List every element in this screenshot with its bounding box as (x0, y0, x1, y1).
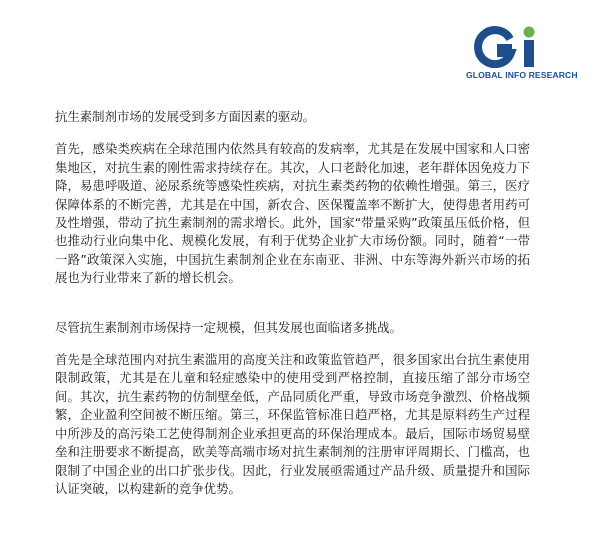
section-2-body: 首先是全球范围内对抗生素滥用的高度关注和政策监管趋严，很多国家出台抗生素使用限制政策，尤其是在儿童和轻症感染中的使用受到严格控制，直接压缩了部分市场空间。其次，抗生素药物的仿制壁垒低，产品同质化严重，导致市场竞争激烈、价格战频繁，企业盈利空间被不断压缩。第三，环保监管标准日趋严格，尤其是原料药生产过程中所涉及的高污染工艺使得制剂企业承担更高的环保治理成本。最后，国际市场贸易壁垒和注册要求不断提高，欧美等高端市场对抗生素制剂的注册审评周期长、门槛高，也限制了中国企业的出口扩张步伐。因此，行业发展亟需通过产品升级、质量提升和国际认证突破，以构建新的竞争优势。 (55, 352, 530, 496)
section-2-lead: 尽管抗生素制剂市场保持一定规模，但其发展也面临诸多挑战。 (55, 319, 402, 335)
brand-name: GLOBAL INFO RESEARCH (466, 70, 578, 80)
gi-logo-mark-icon (474, 26, 564, 68)
section-1-lead: 抗生素制剂市场的发展受到多方面因素的驱动。 (55, 109, 316, 124)
article-body (55, 108, 530, 498)
section-1-body: 首先，感染类疾病在全球范围内依然具有较高的发病率，尤其是在发展中国家和人口密集地区，对抗生素的刚性需求持续存在。其次，人口老龄化加速，老年群体因免疫力下降，易患呼吸道、泌尿系统等感染性疾病，对抗生素类药物的依赖性增强。第三，医疗保障体系的不断完善，尤其是在中国，新农合、医保覆盖率不断扩大，使得患者用药可及性增强，带动了抗生素制剂的需求增长。此外，国家“带量采购”政策虽压低价格，但也推动行业向集中化、规模化发展，有利于优势企业扩大市场份额。同时，随着“一带一路”政策深入实施，中国抗生素制剂企业在东南亚、非洲、中东等海外新兴市场的拓展也为行业带来了新的增长机会。 (55, 141, 530, 286)
brand-logo (466, 26, 576, 82)
